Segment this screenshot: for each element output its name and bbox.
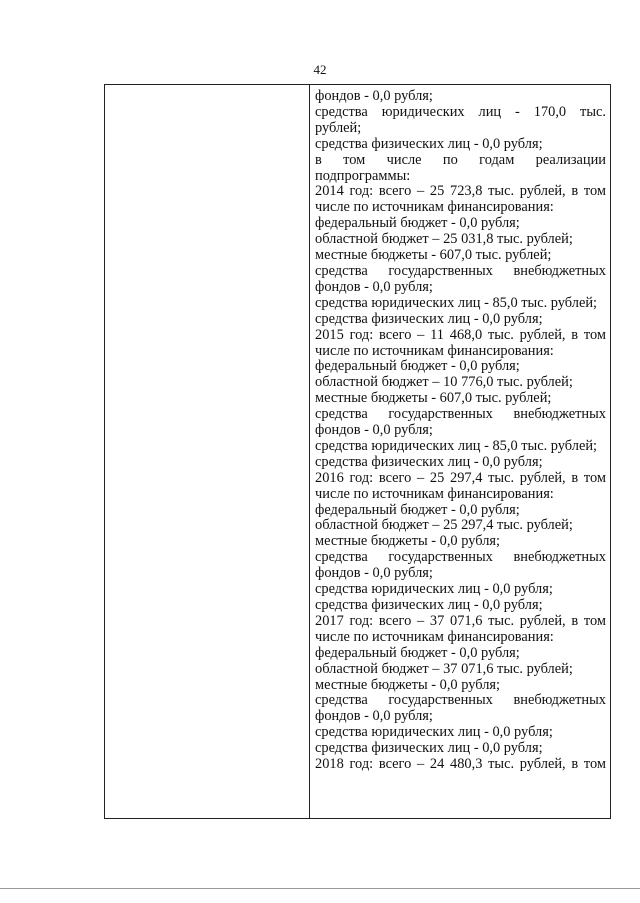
text-line: средства физических лиц - 0,0 рубля;: [315, 311, 543, 327]
text-line: числе по источникам финансирования:: [315, 486, 554, 502]
text-line: 2017 год: всего – 37 071,6 тыс. рублей, в том: [315, 613, 606, 629]
text-line: средства государственных внебюджетных: [315, 550, 606, 566]
text-line: средства физических лиц - 0,0 рубля;: [315, 598, 543, 613]
text-line: областной бюджет – 37 071,6 тыс. рублей;: [315, 661, 573, 677]
text-line: фондов - 0,0 рубля;: [315, 566, 433, 582]
text-line: федеральный бюджет - 0,0 рубля;: [315, 359, 520, 375]
text-line: местные бюджеты - 607,0 тыс. рублей;: [315, 248, 552, 264]
text-line: средства государственных внебюджетных: [315, 263, 606, 279]
text-line: фондов - 0,0 рубля;: [315, 279, 433, 295]
text-line: средства юридических лиц - 85,0 тыс. рублей;: [315, 438, 598, 454]
text-line: средства физических лиц - 0,0 рубля;: [315, 454, 543, 470]
text-line: федеральный бюджет - 0,0 рубля;: [315, 645, 520, 661]
text-line: средства юридических лиц - 170,0 тыс.: [315, 104, 606, 120]
text-line: фондов - 0,0 рубля;: [315, 89, 433, 104]
page-number: 42: [313, 62, 327, 77]
text-line: рублей;: [315, 120, 362, 136]
text-line: средства юридических лиц - 0,0 рубля;: [315, 582, 553, 598]
text-line: федеральный бюджет - 0,0 рубля;: [315, 502, 520, 518]
text-line: средства физических лиц - 0,0 рубля;: [315, 136, 543, 152]
text-line: местные бюджеты - 607,0 тыс. рублей;: [315, 391, 552, 407]
page-bottom-rule: [0, 888, 640, 889]
text-line: средства государственных внебюджетных: [315, 693, 606, 709]
text-line: средства юридических лиц - 0,0 рубля;: [315, 725, 553, 741]
text-line: средства государственных внебюджетных: [315, 407, 606, 423]
text-line: средства юридических лиц - 85,0 тыс. рублей;: [315, 295, 598, 311]
column-divider: [309, 85, 310, 818]
text-line: местные бюджеты - 0,0 рубля;: [315, 677, 500, 693]
text-line: средства физических лиц - 0,0 рубля;: [315, 741, 543, 757]
text-line: 2018 год: всего – 24 480,3 тыс. рублей, в том: [315, 757, 606, 773]
text-line: федеральный бюджет - 0,0 рубля;: [315, 216, 520, 232]
text-line: 2014 год: всего – 25 723,8 тыс. рублей, в том: [315, 184, 606, 200]
text-line: областной бюджет – 25 297,4 тыс. рублей;: [315, 518, 573, 534]
text-line: областной бюджет – 25 031,8 тыс. рублей;: [315, 232, 573, 248]
text-line: подпрограммы:: [315, 168, 411, 184]
funding-table: [104, 84, 611, 819]
text-line: местные бюджеты - 0,0 рубля;: [315, 534, 500, 550]
funding-text-column: [315, 89, 606, 773]
text-line: в том числе по годам реализации: [315, 152, 606, 168]
text-line: 2015 год: всего – 11 468,0 тыс. рублей, в том: [315, 327, 606, 343]
text-line: числе по источникам финансирования:: [315, 629, 554, 645]
text-line: областной бюджет – 10 776,0 тыс. рублей;: [315, 375, 573, 391]
text-line: числе по источникам финансирования:: [315, 343, 554, 359]
text-line: фондов - 0,0 рубля;: [315, 423, 433, 439]
text-line: числе по источникам финансирования:: [315, 200, 554, 216]
text-line: 2016 год: всего – 25 297,4 тыс. рублей, в том: [315, 470, 606, 486]
text-line: фондов - 0,0 рубля;: [315, 709, 433, 725]
